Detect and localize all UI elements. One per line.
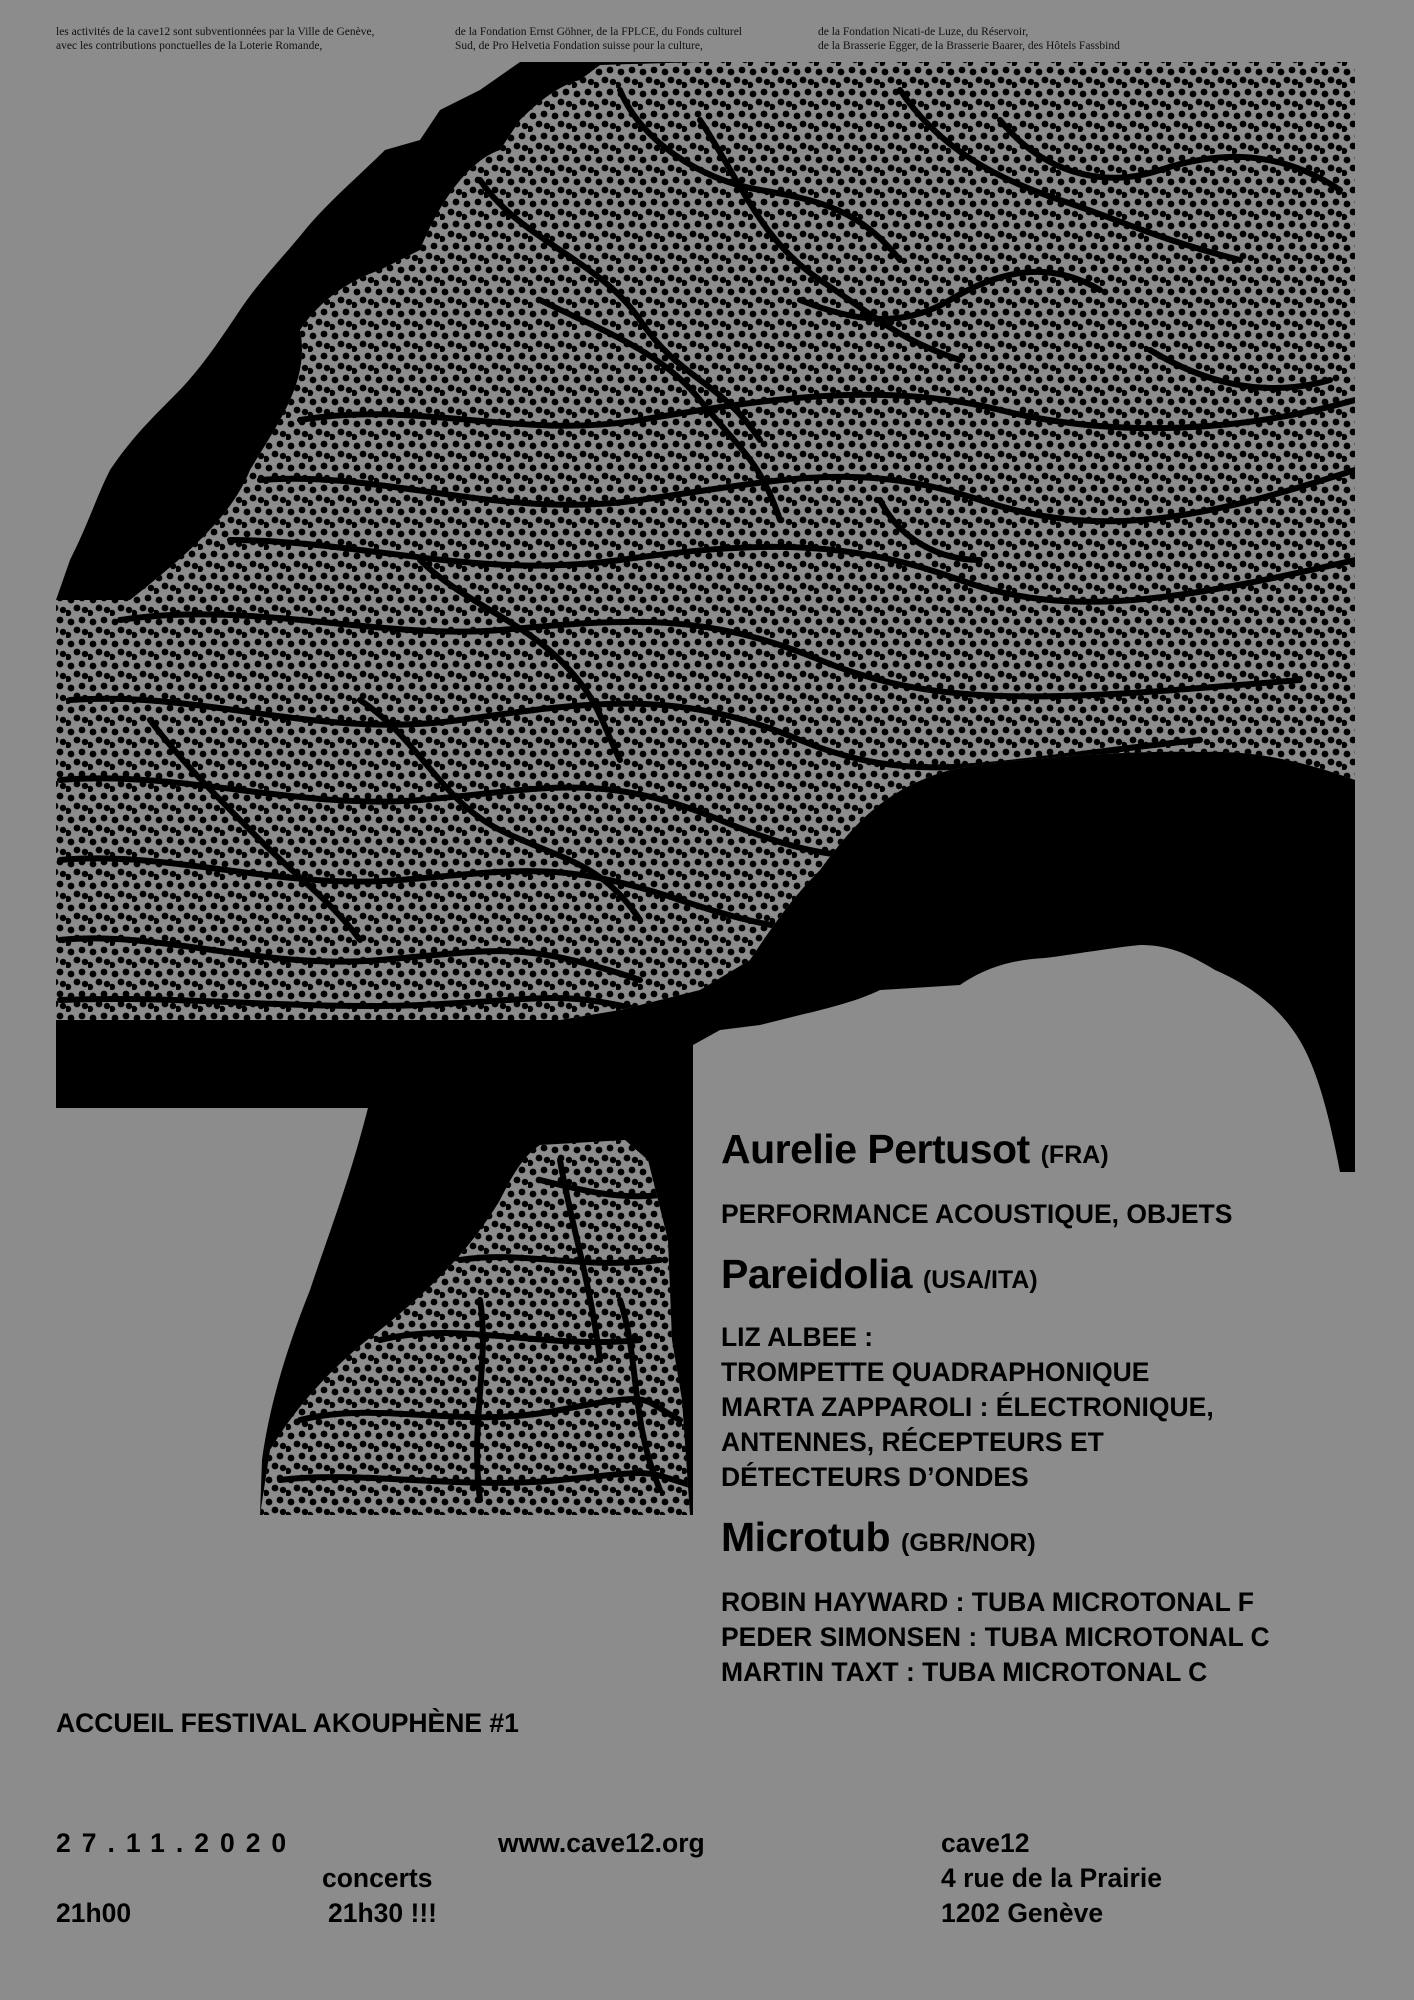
- detail-line: MARTA ZAPPAROLI : ÉLECTRONIQUE,: [721, 1392, 1214, 1422]
- detail-line: PERFORMANCE ACOUSTIQUE, OBJETS: [721, 1199, 1233, 1229]
- artist-details: [721, 1320, 1381, 1495]
- sponsor-line: Sud, de Pro Helvetia Fondation suisse pour la culture,: [455, 40, 703, 52]
- artist-country: (USA/ITA): [922, 1266, 1038, 1294]
- artist-country: (GBR/NOR): [901, 1529, 1036, 1557]
- detail-line: PEDER SIMONSEN : TUBA MICROTONAL C: [721, 1622, 1270, 1652]
- detail-line: LIZ ALBEE :: [721, 1322, 874, 1352]
- concerts-time: 21h30 !!!: [328, 1898, 437, 1928]
- detail-line: DÉTECTEURS D’ONDES: [721, 1462, 1029, 1492]
- detail-line: MARTIN TAXT : TUBA MICROTONAL C: [721, 1657, 1208, 1687]
- artist-name: Pareidolia (USA/ITA): [721, 1251, 1038, 1297]
- lineup: [721, 1125, 1381, 1690]
- venue-city: 1202 Genève: [941, 1898, 1104, 1928]
- sponsor-line: les activités de la cave12 sont subventionnées par la Ville de Genève,: [56, 26, 375, 38]
- detail-line: TROMPETTE QUADRAPHONIQUE: [721, 1357, 1150, 1387]
- detail-line: ROBIN HAYWARD : TUBA MICROTONAL F: [721, 1587, 1254, 1617]
- sponsor-line: avec les contributions ponctuelles de la Loterie Romande,: [56, 40, 323, 52]
- sponsor-line: de la Fondation Ernst Göhner, de la FPLCE, du Fonds culturel: [455, 26, 743, 38]
- sponsor-line: de la Fondation Nicati-de Luze, du Réservoir,: [818, 26, 1029, 38]
- artist-name: Microtub (GBR/NOR): [721, 1514, 1036, 1560]
- artist-details: [721, 1197, 1381, 1232]
- website-link[interactable]: www.cave12.org: [498, 1828, 705, 1858]
- event-date: 27.11.2020: [56, 1828, 298, 1858]
- venue-name: cave12: [941, 1828, 1030, 1858]
- artist-details: [721, 1585, 1381, 1690]
- venue-street: 4 rue de la Prairie: [941, 1863, 1162, 1893]
- artist-country: (FRA): [1040, 1141, 1109, 1169]
- festival-title: ACCUEIL FESTIVAL AKOUPHÈNE #1: [56, 1708, 519, 1738]
- detail-line: ANTENNES, RÉCEPTEURS ET: [721, 1427, 1104, 1457]
- artist-name: Aurelie Pertusot (FRA): [721, 1126, 1109, 1172]
- doors-time: 21h00: [56, 1898, 132, 1928]
- concerts-label: concerts: [322, 1863, 433, 1893]
- sponsor-line: de la Brasserie Egger, de la Brasserie Baarer, des Hôtels Fassbind: [818, 40, 1120, 52]
